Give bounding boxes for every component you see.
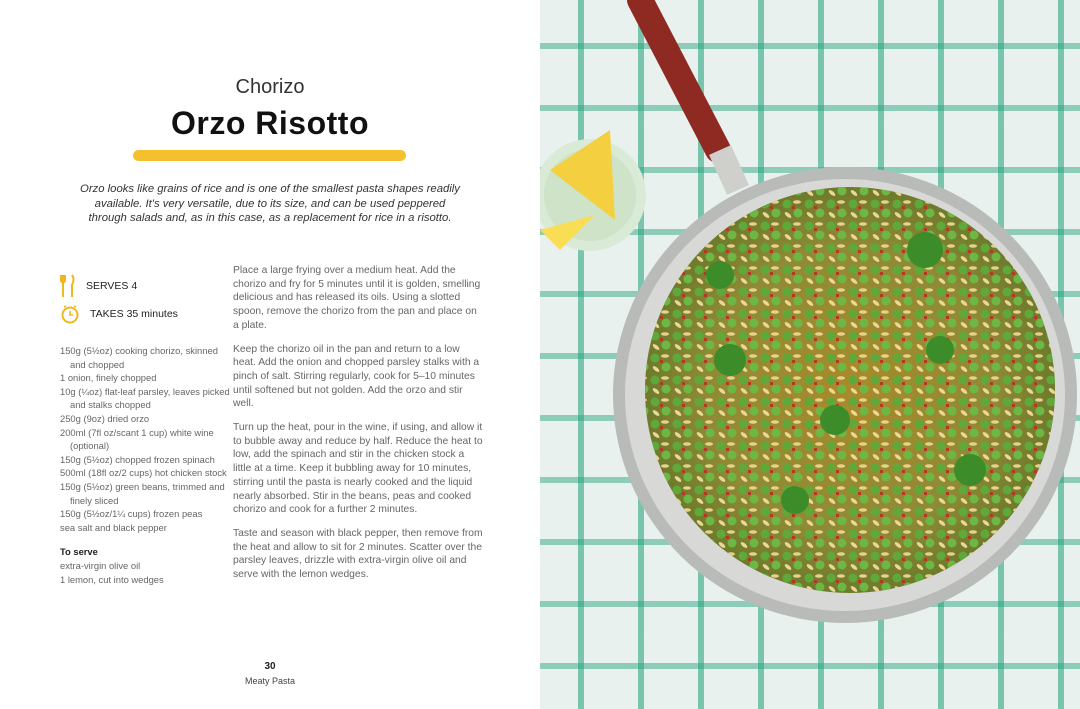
method-step: Taste and season with black pepper, then remove from the heat and allow to sit for 2 minutes. Scatter over the parsley leaves, drizzle with extra-virgin olive oil and serve with the lemon wedges. <box>233 527 483 581</box>
to-serve-heading: To serve <box>60 546 98 558</box>
orzo-pan-illustration <box>540 0 1080 709</box>
ingredient: 1 lemon, cut into wedges <box>60 573 164 585</box>
recipe-subtitle: Chorizo <box>235 76 305 98</box>
ingredient: extra-virgin olive oil <box>60 559 141 571</box>
serves-label: SERVES 4 <box>86 280 138 292</box>
ingredient: sea salt and black pepper <box>60 521 167 533</box>
ingredient: 500ml (18fl oz/2 cups) hot chicken stock <box>60 467 227 479</box>
pan-handle <box>640 0 738 190</box>
ingredient: 200ml (7fl oz/scant 1 cup) white wine (optional) <box>60 426 214 452</box>
ingredient: 1 onion, finely chopped <box>60 372 157 384</box>
time-info <box>60 304 178 324</box>
time-label: TAKES 35 minutes <box>90 308 178 320</box>
method-step: Turn up the heat, pour in the wine, if using, and allow it to bubble away and reduce by half. Reduce the heat to low, add the spinach and stir in the chicken stock a little at a time. Keep it bubbling away for 10 minutes, stirring until the pasta is nearly cooked and the liquid nearly absorbed. Stir in the beans, peas and cooked chorizo and cook for a further 2 minutes. <box>233 422 483 516</box>
method-step: Keep the chorizo oil in the pan and return to a low heat. Add the onion and chopped parsley stalks with a pinch of salt. Stirring regularly, cook for 5–10 minutes until softened but not golden. Add the orzo and stir well. <box>233 343 480 410</box>
page-number: 30 <box>264 661 276 672</box>
ingredients-list <box>60 344 230 586</box>
ingredient: 150g (5½oz) green beans, trimmed and finely sliced <box>60 480 225 506</box>
ingredient: 250g (9oz) dried orzo <box>60 412 150 424</box>
title-underline <box>133 150 406 161</box>
dish-photo <box>540 0 1080 709</box>
ingredient: 150g (5½oz) chopped frozen spinach <box>60 453 215 465</box>
ingredient: 10g (¼oz) flat-leaf parsley, leaves picked and stalks chopped <box>60 385 230 411</box>
section-name: Meaty Pasta <box>244 676 296 686</box>
method-step: Place a large frying over a medium heat. Add the chorizo and fry for 5 minutes until it is golden, smelling delicious and has released its oils. Using a slotted spoon, remove the chorizo from the pan and place on a plate. <box>233 265 481 331</box>
cutlery-icon <box>60 274 76 298</box>
ingredient: 150g (5½oz) cooking chorizo, skinned and chopped <box>60 345 218 370</box>
serves-info <box>60 274 137 298</box>
recipe-title: Orzo Risotto <box>171 105 369 141</box>
recipe-intro: Orzo looks like grains of rice and is one of the smallest pasta shapes readily available. It's very versatile, due to its size, and can be used peppered through salads and, as in this case, as a replacement for rice in a risotto. <box>80 183 460 224</box>
clock-icon <box>60 304 80 324</box>
lemon-bowl <box>540 130 646 251</box>
method-steps <box>233 264 483 592</box>
ingredient: 150g (5½oz/1¼ cups) frozen peas <box>60 508 203 520</box>
